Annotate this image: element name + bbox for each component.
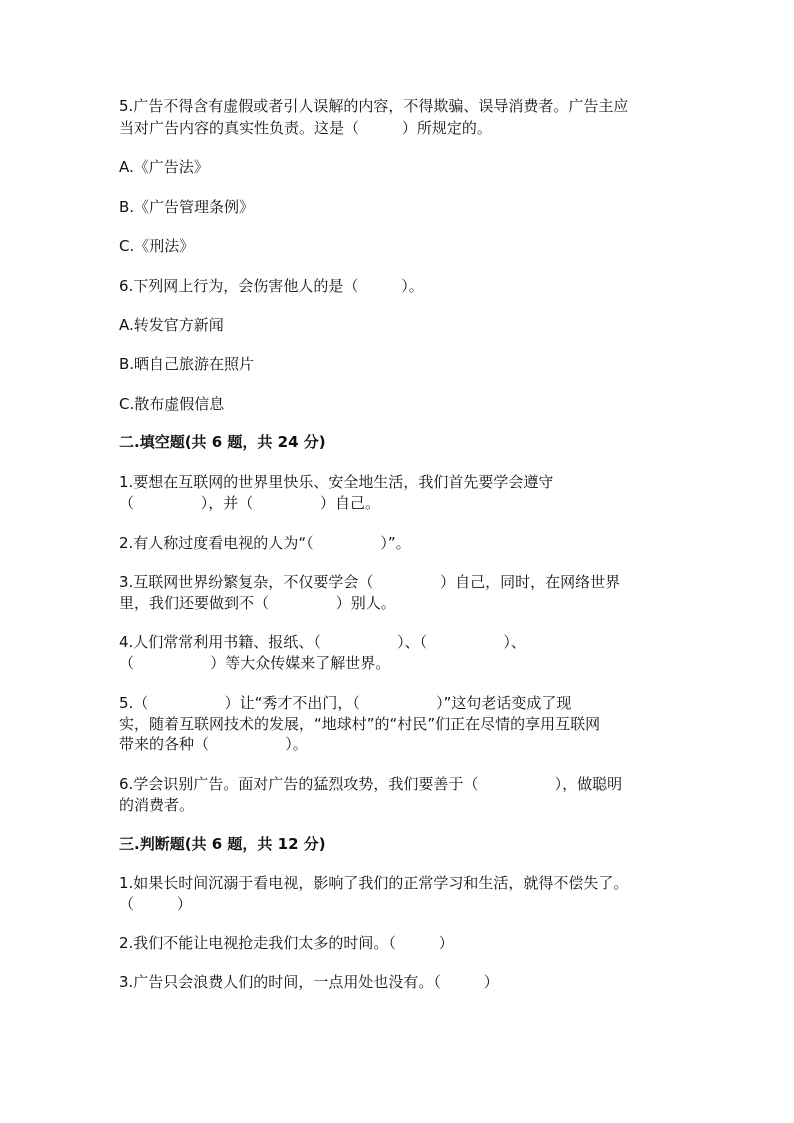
section-3-heading: 三.判断题(共 6 题，共 12 分) — [119, 835, 326, 853]
question-6-option-a: A.转发官方新闻 — [119, 316, 224, 334]
fill-q5-line-3: 带来的各种（ ）。 — [119, 735, 308, 753]
fill-q4-line-2: （ ）等大众传媒来了解世界。 — [119, 654, 391, 672]
fill-q6-line-1: 6.学会识别广告。面对广告的猛烈攻势，我们要善于（ ），做聪明 — [119, 775, 623, 793]
question-5-option-a: A.《广告法》 — [119, 158, 209, 176]
fill-q4-line-1: 4.人们常常利用书籍、报纸、（ ）、（ ）、 — [119, 633, 526, 651]
question-6-stem: 6.下列网上行为，会伤害他人的是（ ）。 — [119, 277, 424, 295]
question-6-option-c: C.散布虚假信息 — [119, 395, 225, 413]
fill-q3-line-2: 里，我们还要做到不（ ）别人。 — [119, 594, 396, 612]
fill-q5-line-1: 5.（ ）让“秀才不出门，（ ）”这句老话变成了现 — [119, 694, 572, 712]
judge-q3: 3.广告只会浪费人们的时间，一点用处也没有。（ ） — [119, 973, 499, 991]
question-5-stem-line-2: 当对广告内容的真实性负责。这是（ ）所规定的。 — [119, 119, 492, 137]
fill-q1-line-2: （ ），并（ ）自己。 — [119, 494, 381, 512]
question-6-option-b: B.晒自己旅游在照片 — [119, 355, 255, 373]
judge-q1-line-1: 1.如果长时间沉溺于看电视，影响了我们的正常学习和生活，就得不偿失了。 — [119, 874, 629, 892]
fill-q2: 2.有人称过度看电视的人为“（ ）”。 — [119, 534, 411, 552]
judge-q1-line-2: （ ） — [119, 895, 192, 913]
question-5-option-b: B.《广告管理条例》 — [119, 198, 255, 216]
section-2-heading: 二.填空题(共 6 题，共 24 分) — [119, 433, 326, 451]
fill-q3-line-1: 3.互联网世界纷繁复杂，不仅要学会（ ）自己，同时，在网络世界 — [119, 573, 621, 591]
question-5-option-c: C.《刑法》 — [119, 237, 195, 255]
question-5-stem-line-1: 5.广告不得含有虚假或者引人误解的内容，不得欺骗、误导消费者。广告主应 — [119, 97, 629, 115]
fill-q1-line-1: 1.要想在互联网的世界里快乐、安全地生活，我们首先要学会遵守 — [119, 473, 554, 491]
fill-q5-line-2: 实，随着互联网技术的发展，“地球村”的“村民”们正在尽情的享用互联网 — [119, 715, 601, 733]
fill-q6-line-2: 的消费者。 — [119, 796, 195, 814]
judge-q2: 2.我们不能让电视抢走我们太多的时间。（ ） — [119, 934, 454, 952]
